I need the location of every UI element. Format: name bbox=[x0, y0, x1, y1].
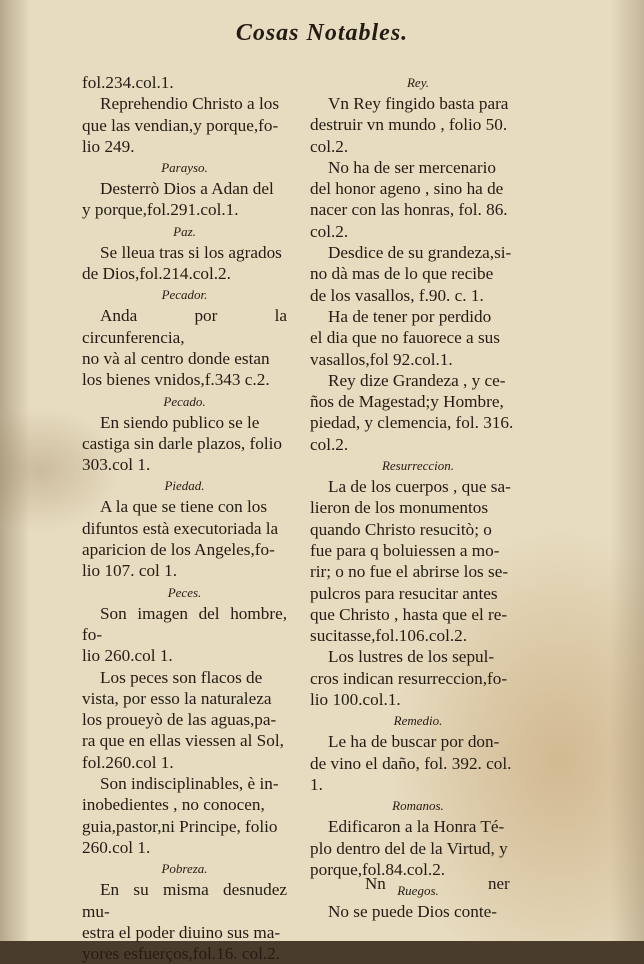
text-line: ños de Magestad;y Hombre, bbox=[310, 392, 504, 412]
text-line: Vn Rey fingido basta para bbox=[328, 94, 509, 113]
text-line: 260.col 1. bbox=[82, 837, 151, 857]
left-entry-text bbox=[82, 178, 287, 221]
right-entry-text bbox=[310, 731, 526, 795]
left-entry-text bbox=[82, 496, 287, 581]
left-entry-text bbox=[82, 667, 287, 773]
text-line: col.2. bbox=[310, 434, 349, 454]
right-entry-text bbox=[310, 157, 526, 242]
right-entry-heading: Rey. bbox=[406, 75, 429, 90]
text-line: 303.col 1. bbox=[82, 455, 151, 475]
text-line: vista, por esso la naturaleza bbox=[82, 688, 272, 708]
text-line: sucitasse,fol.106.col.2. bbox=[310, 626, 468, 646]
text-line: No ha de ser mercenario bbox=[328, 157, 496, 177]
text-line: yores esfuerços,fol.16. col.2. bbox=[82, 944, 281, 964]
text-line: de vino el daño, fol. 392. col. bbox=[310, 753, 512, 773]
text-line: inobedientes , no conocen, bbox=[82, 795, 265, 815]
text-line: lieron de los monumentos bbox=[310, 498, 489, 518]
text-line: pulcros para resucitar antes bbox=[310, 583, 498, 603]
text-line: Desterrò Dios a Adan del bbox=[100, 179, 274, 199]
text-line: de los vasallos, f.90. c. 1. bbox=[310, 285, 484, 305]
text-line: lio 107. col 1. bbox=[82, 561, 178, 581]
left-entry-heading: Pobreza. bbox=[161, 861, 208, 877]
text-line: rir; o no fue el abrirse los se- bbox=[310, 562, 509, 582]
text-line: Ha de tener por perdido bbox=[328, 306, 492, 326]
left-entry-text bbox=[82, 412, 287, 476]
text-line: 1. bbox=[310, 774, 323, 794]
left-entry-heading: Parayso. bbox=[161, 160, 208, 176]
text-line: Se lleua tras si los agrados bbox=[100, 242, 282, 262]
right-column bbox=[310, 72, 526, 922]
right-entry-text bbox=[310, 306, 526, 370]
text-line: Son indisciplinables, è in- bbox=[100, 774, 279, 794]
right-entry-text bbox=[310, 816, 526, 880]
text-line: Son imagen del hombre, fo- bbox=[82, 603, 287, 644]
right-entry-heading: Ruegos. bbox=[397, 883, 439, 899]
text-line: ra que en ellas viessen al Sol, bbox=[82, 731, 284, 751]
text-line: no và al centro donde estan bbox=[82, 348, 270, 368]
right-entry-text bbox=[310, 242, 526, 306]
text-line: Rey dize Grandeza , y ce- bbox=[328, 370, 506, 390]
left-entry-text bbox=[82, 305, 287, 390]
left-entry-heading: Piedad. bbox=[164, 478, 205, 494]
text-line: En siendo publico se le bbox=[100, 412, 260, 432]
text-line: lio 260.col 1. bbox=[82, 646, 173, 666]
signature-mark: Nn bbox=[365, 874, 386, 893]
text-line: Los lustres de los sepul- bbox=[328, 647, 495, 667]
text-line: vasallos,fol 92.col.1. bbox=[310, 349, 453, 369]
text-line: A la que se tiene con los bbox=[100, 497, 268, 517]
running-header: Cosas Notables. bbox=[235, 20, 409, 46]
catchword: ner bbox=[488, 874, 510, 893]
text-line: del honor ageno , sino ha de bbox=[310, 179, 504, 199]
text-line: difuntos està executoriada la bbox=[82, 518, 279, 538]
text-line: piedad, y clemencia, fol. 316. bbox=[310, 413, 514, 433]
text-line: no dà mas de lo que recibe bbox=[310, 264, 494, 284]
text-line: los bienes vnidos,f.343 c.2. bbox=[82, 370, 270, 390]
text-line: Desdice de su grandeza,si- bbox=[328, 243, 512, 263]
text-line: Reprehendio Christo a los bbox=[100, 94, 280, 114]
text-line: aparicion de los Angeles,fo- bbox=[82, 540, 275, 560]
left-entry-text bbox=[82, 603, 287, 667]
left-entry-heading: Peces. bbox=[167, 584, 202, 600]
text-line: Le ha de buscar por don- bbox=[328, 732, 500, 752]
text-line: de Dios,fol.214.col.2. bbox=[82, 264, 231, 284]
right-entry-heading: Romanos. bbox=[392, 798, 444, 814]
right-entry-heading: Remedio. bbox=[393, 713, 443, 729]
right-entry-text bbox=[310, 370, 526, 455]
right-entry-text bbox=[310, 476, 526, 646]
text-line: En su misma desnudez mu- bbox=[82, 880, 287, 921]
text-line: castiga sin darle plazos, folio bbox=[82, 433, 282, 453]
left-entry-text bbox=[82, 879, 287, 964]
text-line: plo dentro del de la Virtud, y bbox=[310, 838, 508, 858]
text-line: que Christo , hasta que el re- bbox=[310, 604, 508, 624]
text-line: nacer con las honras, fol. 86. bbox=[310, 200, 508, 220]
left-entry-text bbox=[82, 93, 287, 157]
text-line: guia,pastor,ni Principe, folio bbox=[82, 816, 278, 836]
text-line: que las vendian,y porque,fo- bbox=[82, 115, 279, 135]
text-line: fol.260.col 1. bbox=[82, 752, 174, 772]
left-entry-heading: Paz. bbox=[173, 223, 196, 239]
left-entry-heading: Pecado. bbox=[163, 393, 206, 409]
text-line: Edificaron a la Honra Té- bbox=[328, 817, 505, 837]
left-entry-text bbox=[82, 72, 287, 93]
text-line: lio 100.col.1. bbox=[310, 690, 401, 710]
text-line: cros indican resurreccion,fo- bbox=[310, 668, 508, 688]
text-line: los proueyò de las aguas,pa- bbox=[82, 710, 277, 730]
text-line: col.2. bbox=[310, 136, 349, 156]
right-entry-text bbox=[310, 93, 526, 157]
text-line: y porque,fol.291.col.1. bbox=[82, 200, 239, 220]
text-line: lio 249. bbox=[82, 136, 135, 156]
text-line: estra el poder diuino sus ma- bbox=[82, 922, 281, 942]
text-line: Anda por la circunferencia, bbox=[82, 306, 287, 347]
left-entry-text bbox=[82, 242, 287, 285]
left-entry-text bbox=[82, 773, 287, 858]
right-entry-text bbox=[310, 901, 526, 922]
text-line: La de los cuerpos , que sa- bbox=[328, 477, 511, 497]
left-column bbox=[82, 72, 287, 964]
text-line: porque,fol.84.col.2. bbox=[310, 859, 446, 879]
left-entry-heading: Pecador. bbox=[161, 287, 208, 303]
right-entry-heading: Resurreccion. bbox=[381, 458, 455, 474]
right-entry-text bbox=[310, 646, 526, 710]
text-line: destruir vn mundo , folio 50. bbox=[310, 115, 508, 135]
text-line: No se puede Dios conte- bbox=[328, 902, 497, 922]
text-line: col.2. bbox=[310, 221, 349, 241]
text-line: el dia que no fauorece a sus bbox=[310, 328, 500, 348]
text-line: fol.234.col.1. bbox=[82, 73, 174, 92]
text-line: fue para q boluiessen a mo- bbox=[310, 540, 500, 560]
text-line: Los peces son flacos de bbox=[100, 667, 263, 687]
text-line: quando Christo resucitò; o bbox=[310, 519, 492, 539]
